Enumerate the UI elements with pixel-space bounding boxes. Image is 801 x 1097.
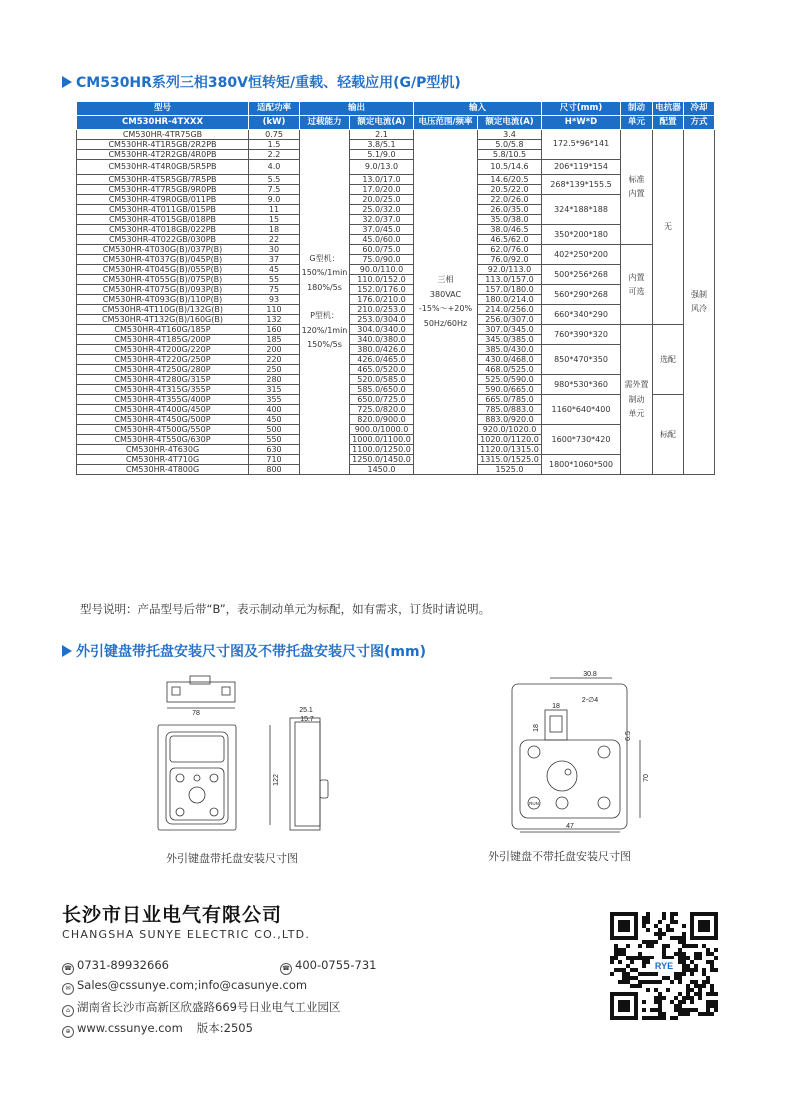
cell-out-current: 725.0/820.0: [350, 405, 414, 415]
cell-power: 5.5: [249, 175, 300, 185]
cell-power: 500: [249, 425, 300, 435]
header-resistor: 电抗器: [653, 102, 684, 116]
table-row: [77, 225, 715, 235]
cell-size: 268*139*155.5: [542, 175, 621, 195]
cell-size: 980*530*360: [542, 375, 621, 395]
header-model: 型号: [77, 102, 249, 116]
cell-model: CM530HR-4T355G/400P: [77, 395, 249, 405]
table-row: [77, 395, 715, 405]
cell-out-current: 340.0/380.0: [350, 335, 414, 345]
cell-power: 800: [249, 465, 300, 475]
website-row: ⊕ www.cssunye.com 版本:2505: [62, 1020, 253, 1038]
cell-out-current: 900.0/1000.0: [350, 425, 414, 435]
cell-out-current: 210.0/253.0: [350, 305, 414, 315]
cell-cooling: 强制 风冷: [684, 130, 715, 475]
triangle-bullet-icon: [62, 76, 72, 88]
caption-without-tray: 外引键盘不带托盘安装尺寸图: [488, 850, 631, 863]
header-model-sub: CM530HR-4TXXX: [77, 116, 249, 130]
key-run-label: RUN: [529, 801, 539, 806]
dim-depth-25-1: 25.1: [299, 707, 313, 714]
cell-power: 2.2: [249, 150, 300, 160]
cell-model: CM530HR-4T400G/450P: [77, 405, 249, 415]
cell-in-current: 256.0/307.0: [478, 315, 542, 325]
table-row: [77, 160, 715, 175]
header-overload: 过载能力: [300, 116, 350, 130]
cell-model: CM530HR-4T132G(B)/160G(B): [77, 315, 249, 325]
header-out-current: 额定电流(A): [350, 116, 414, 130]
cell-model: CM530HR-4T250G/280P: [77, 365, 249, 375]
cell-model: CM530HR-4T110G(B)/132G(B): [77, 305, 249, 315]
cell-in-current: 113.0/157.0: [478, 275, 542, 285]
cell-model: CM530HR-4T315G/355P: [77, 385, 249, 395]
cell-in-current: 385.0/430.0: [478, 345, 542, 355]
cell-model: CM530HR-4T630G: [77, 445, 249, 455]
cell-out-current: 110.0/152.0: [350, 275, 414, 285]
phone2-row: ☎ 400-0755-731: [280, 958, 376, 975]
cell-model: CM530HR-4T500G/550P: [77, 425, 249, 435]
cell-out-current: 253.0/304.0: [350, 315, 414, 325]
cell-model: CM530HR-4T7R5GB/9R0PB: [77, 185, 249, 195]
cell-out-current: 45.0/60.0: [350, 235, 414, 245]
dim-offset: 6.5: [625, 731, 632, 741]
cell-out-current: 152.0/176.0: [350, 285, 414, 295]
cell-out-current: 650.0/725.0: [350, 395, 414, 405]
dim-height-70: 70: [643, 774, 650, 782]
cell-out-current: 1450.0: [350, 465, 414, 475]
table-subheader-row: [77, 116, 715, 130]
cell-out-current: 1000.0/1100.0: [350, 435, 414, 445]
section-title-keypad: 外引键盘带托盘安装尺寸图及不带托盘安装尺寸图(mm): [62, 641, 426, 661]
cell-out-current: 5.1/9.0: [350, 150, 414, 160]
header-cooling-sub: 方式: [684, 116, 715, 130]
cell-power: 22: [249, 235, 300, 245]
table-row: [77, 195, 715, 205]
cell-power: 185: [249, 335, 300, 345]
dim-hole-w: 18: [552, 703, 560, 710]
cell-in-current: 22.0/26.0: [478, 195, 542, 205]
cell-in-current: 76.0/92.0: [478, 255, 542, 265]
globe-icon: ⊕: [62, 1026, 74, 1038]
cell-power: 220: [249, 355, 300, 365]
cell-model: CM530HR-4T015GB/018PB: [77, 215, 249, 225]
cell-model: CM530HR-4T220G/250P: [77, 355, 249, 365]
keypad-with-tray-drawing: [150, 670, 350, 842]
cell-out-current: 9.0/13.0: [350, 160, 414, 175]
cell-in-current: 35.0/38.0: [478, 215, 542, 225]
cell-out-current: 90.0/110.0: [350, 265, 414, 275]
cell-model: CM530HR-4T800G: [77, 465, 249, 475]
cell-out-current: 1100.0/1250.0: [350, 445, 414, 455]
table-header-row: [77, 102, 715, 116]
cell-power: 200: [249, 345, 300, 355]
dim-hole-h: 18: [533, 724, 540, 732]
cell-model: CM530HR-4T022GB/030PB: [77, 235, 249, 245]
cell-in-current: 525.0/590.0: [478, 375, 542, 385]
cell-out-current: 520.0/585.0: [350, 375, 414, 385]
cell-model: CM530HR-4TR75GB: [77, 130, 249, 140]
cell-voltage: 三相 380VAC -15%～+20% 50Hz/60Hz: [414, 130, 478, 475]
keypad-without-tray-drawing: [500, 668, 670, 840]
address-row: ⌂ 湖南省长沙市高新区欣盛路669号日业电气工业园区: [62, 999, 340, 1017]
cell-in-current: 20.5/22.0: [478, 185, 542, 195]
dim-top-30-8: 30.8: [583, 671, 597, 678]
cell-out-current: 304.0/340.0: [350, 325, 414, 335]
header-size-sub: H*W*D: [542, 116, 621, 130]
header-input: 输入: [414, 102, 542, 116]
cell-size: 660*340*290: [542, 305, 621, 325]
cell-power: 315: [249, 385, 300, 395]
version-label: 版本:2505: [196, 1021, 253, 1035]
spec-table: [76, 101, 715, 475]
phone1-row: ☎ 0731-89932666: [62, 958, 169, 975]
cell-power: 0.75: [249, 130, 300, 140]
triangle-bullet-icon: [62, 645, 72, 657]
cell-power: 250: [249, 365, 300, 375]
table-row: [77, 425, 715, 435]
cell-power: 710: [249, 455, 300, 465]
cell-model: CM530HR-4T280G/315P: [77, 375, 249, 385]
cell-size: 760*390*320: [542, 325, 621, 345]
cell-power: 4.0: [249, 160, 300, 175]
cell-model: CM530HR-4T011GB/015PB: [77, 205, 249, 215]
cell-power: 75: [249, 285, 300, 295]
header-resistor-sub: 配置: [653, 116, 684, 130]
section-title-spec: CM530HR系列三相380V恒转矩/重载、轻载应用(G/P型机): [62, 72, 461, 92]
header-brake-sub: 单元: [621, 116, 653, 130]
cell-size: 1160*640*400: [542, 395, 621, 425]
cell-in-current: 1120.0/1315.0: [478, 445, 542, 455]
table-row: [77, 130, 715, 140]
header-power-unit: (kW): [249, 116, 300, 130]
cell-out-current: 465.0/520.0: [350, 365, 414, 375]
phone-icon: ☎: [280, 963, 292, 975]
table-row: [77, 285, 715, 295]
cell-in-current: 5.8/10.5: [478, 150, 542, 160]
cell-power: 355: [249, 395, 300, 405]
table-row: [77, 455, 715, 465]
cell-size: 172.5*96*141: [542, 130, 621, 160]
cell-model: CM530HR-4T030G(B)/037P(B): [77, 245, 249, 255]
cell-in-current: 157.0/180.0: [478, 285, 542, 295]
cell-out-current: 20.0/25.0: [350, 195, 414, 205]
cell-model: CM530HR-4T160G/185P: [77, 325, 249, 335]
cell-in-current: 1525.0: [478, 465, 542, 475]
cell-power: 11: [249, 205, 300, 215]
cell-in-current: 1315.0/1525.0: [478, 455, 542, 465]
cell-out-current: 2.1: [350, 130, 414, 140]
model-note: 型号说明：产品型号后带“B”，表示制动单元为标配，如有需求，订货时请说明。: [80, 602, 491, 616]
dim-holes: 2-∅4: [581, 697, 599, 704]
cell-model: CM530HR-4T185G/200P: [77, 335, 249, 345]
cell-in-current: 46.5/62.0: [478, 235, 542, 245]
cell-in-current: 920.0/1020.0: [478, 425, 542, 435]
cell-out-current: 13.0/17.0: [350, 175, 414, 185]
cell-power: 132: [249, 315, 300, 325]
dim-depth-15-7: 15.7: [300, 716, 314, 723]
cell-brake: 内置 可选: [621, 245, 653, 325]
cell-in-current: 468.0/525.0: [478, 365, 542, 375]
cell-power: 93: [249, 295, 300, 305]
cell-power: 55: [249, 275, 300, 285]
cell-resistor: 无: [653, 130, 684, 325]
cell-power: 160: [249, 325, 300, 335]
cell-size: 206*119*154: [542, 160, 621, 175]
cell-in-current: 14.6/20.5: [478, 175, 542, 185]
cell-in-current: 785.0/883.0: [478, 405, 542, 415]
cell-in-current: 92.0/113.0: [478, 265, 542, 275]
table-row: [77, 245, 715, 255]
table-row: [77, 325, 715, 335]
cell-model: CM530HR-4T550G/630P: [77, 435, 249, 445]
cell-in-current: 26.0/35.0: [478, 205, 542, 215]
cell-power: 45: [249, 265, 300, 275]
cell-in-current: 1020.0/1120.0: [478, 435, 542, 445]
mail-icon: ✉: [62, 983, 74, 995]
cell-model: CM530HR-4T200G/220P: [77, 345, 249, 355]
cell-model: CM530HR-4T018GB/022PB: [77, 225, 249, 235]
cell-model: CM530HR-4T4R0GB/5R5PB: [77, 160, 249, 175]
header-in-current: 额定电流(A): [478, 116, 542, 130]
email-row: ✉ Sales@cssunye.com;info@casunye.com: [62, 978, 307, 995]
company-name-cn: 长沙市日业电气有限公司: [62, 904, 283, 926]
table-row: [77, 345, 715, 355]
cell-power: 18: [249, 225, 300, 235]
cell-out-current: 32.0/37.0: [350, 215, 414, 225]
table-row: [77, 375, 715, 385]
cell-in-current: 307.0/345.0: [478, 325, 542, 335]
cell-in-current: 3.4: [478, 130, 542, 140]
cell-brake: 需外置 制动 单元: [621, 325, 653, 475]
cell-in-current: 345.0/385.0: [478, 335, 542, 345]
location-icon: ⌂: [62, 1005, 74, 1017]
cell-model: CM530HR-4T075G(B)/093P(B): [77, 285, 249, 295]
cell-model: CM530HR-4T9R0GB/011PB: [77, 195, 249, 205]
cell-out-current: 176.0/210.0: [350, 295, 414, 305]
cell-out-current: 25.0/32.0: [350, 205, 414, 215]
cell-power: 1.5: [249, 140, 300, 150]
cell-out-current: 585.0/650.0: [350, 385, 414, 395]
cell-size: 1800*1060*500: [542, 455, 621, 475]
cell-power: 37: [249, 255, 300, 265]
cell-power: 400: [249, 405, 300, 415]
cell-size: 402*250*200: [542, 245, 621, 265]
qr-logo-text: RYE: [654, 961, 674, 971]
cell-in-current: 590.0/665.0: [478, 385, 542, 395]
qr-code-icon[interactable]: [610, 912, 718, 1020]
cell-in-current: 430.0/468.0: [478, 355, 542, 365]
header-output: 输出: [300, 102, 414, 116]
cell-in-current: 10.5/14.6: [478, 160, 542, 175]
cell-in-current: 38.0/46.5: [478, 225, 542, 235]
cell-power: 9.0: [249, 195, 300, 205]
cell-power: 550: [249, 435, 300, 445]
company-name-en: CHANGSHA SUNYE ELECTRIC CO.,LTD.: [62, 928, 311, 941]
cell-power: 110: [249, 305, 300, 315]
cell-out-current: 380.0/426.0: [350, 345, 414, 355]
cell-model: CM530HR-4T093G(B)/110P(B): [77, 295, 249, 305]
cell-in-current: 214.0/256.0: [478, 305, 542, 315]
cell-out-current: 37.0/45.0: [350, 225, 414, 235]
header-voltage-range: 电压范围/频率: [414, 116, 478, 130]
cell-out-current: 60.0/75.0: [350, 245, 414, 255]
cell-size: 350*200*180: [542, 225, 621, 245]
cell-out-current: 3.8/5.1: [350, 140, 414, 150]
table-row: [77, 305, 715, 315]
dim-width-47: 47: [566, 823, 574, 830]
cell-out-current: 426.0/465.0: [350, 355, 414, 365]
header-power: 适配功率: [249, 102, 300, 116]
cell-model: CM530HR-4T2R2GB/4R0PB: [77, 150, 249, 160]
cell-power: 7.5: [249, 185, 300, 195]
cell-model: CM530HR-4T037G(B)/045P(B): [77, 255, 249, 265]
cell-in-current: 62.0/76.0: [478, 245, 542, 255]
cell-model: CM530HR-4T045G(B)/055P(B): [77, 265, 249, 275]
cell-in-current: 883.0/920.0: [478, 415, 542, 425]
dim-height-122: 122: [273, 774, 280, 786]
table-row: [77, 175, 715, 185]
cell-in-current: 180.0/214.0: [478, 295, 542, 305]
caption-with-tray: 外引键盘带托盘安装尺寸图: [166, 852, 298, 865]
cell-model: CM530HR-4T5R5GB/7R5PB: [77, 175, 249, 185]
cell-out-current: 820.0/900.0: [350, 415, 414, 425]
cell-out-current: 75.0/90.0: [350, 255, 414, 265]
header-size: 尺寸(mm): [542, 102, 621, 116]
phone-icon: ☎: [62, 963, 74, 975]
cell-in-current: 5.0/5.8: [478, 140, 542, 150]
cell-size: 560*290*268: [542, 285, 621, 305]
cell-out-current: 17.0/20.0: [350, 185, 414, 195]
header-brake: 制动: [621, 102, 653, 116]
cell-out-current: 1250.0/1450.0: [350, 455, 414, 465]
cell-size: 324*188*188: [542, 195, 621, 225]
cell-power: 630: [249, 445, 300, 455]
cell-resistor: 选配: [653, 325, 684, 395]
cell-power: 15: [249, 215, 300, 225]
cell-model: CM530HR-4T710G: [77, 455, 249, 465]
table-row: [77, 265, 715, 275]
cell-in-current: 665.0/785.0: [478, 395, 542, 405]
cell-size: 1600*730*420: [542, 425, 621, 455]
cell-power: 30: [249, 245, 300, 255]
cell-power: 280: [249, 375, 300, 385]
cell-size: 850*470*350: [542, 345, 621, 375]
cell-resistor: 标配: [653, 395, 684, 475]
cell-size: 500*256*268: [542, 265, 621, 285]
cell-model: CM530HR-4T055G(B)/075P(B): [77, 275, 249, 285]
cell-model: CM530HR-4T450G/500P: [77, 415, 249, 425]
cell-brake: 标准 内置: [621, 130, 653, 245]
cell-power: 450: [249, 415, 300, 425]
dim-width-78: 78: [192, 710, 200, 717]
cell-overload: G型机： 150%/1min 180%/5s P型机： 120%/1min 150%/5s: [300, 130, 350, 475]
header-cooling: 冷却: [684, 102, 715, 116]
cell-model: CM530HR-4T1R5GB/2R2PB: [77, 140, 249, 150]
